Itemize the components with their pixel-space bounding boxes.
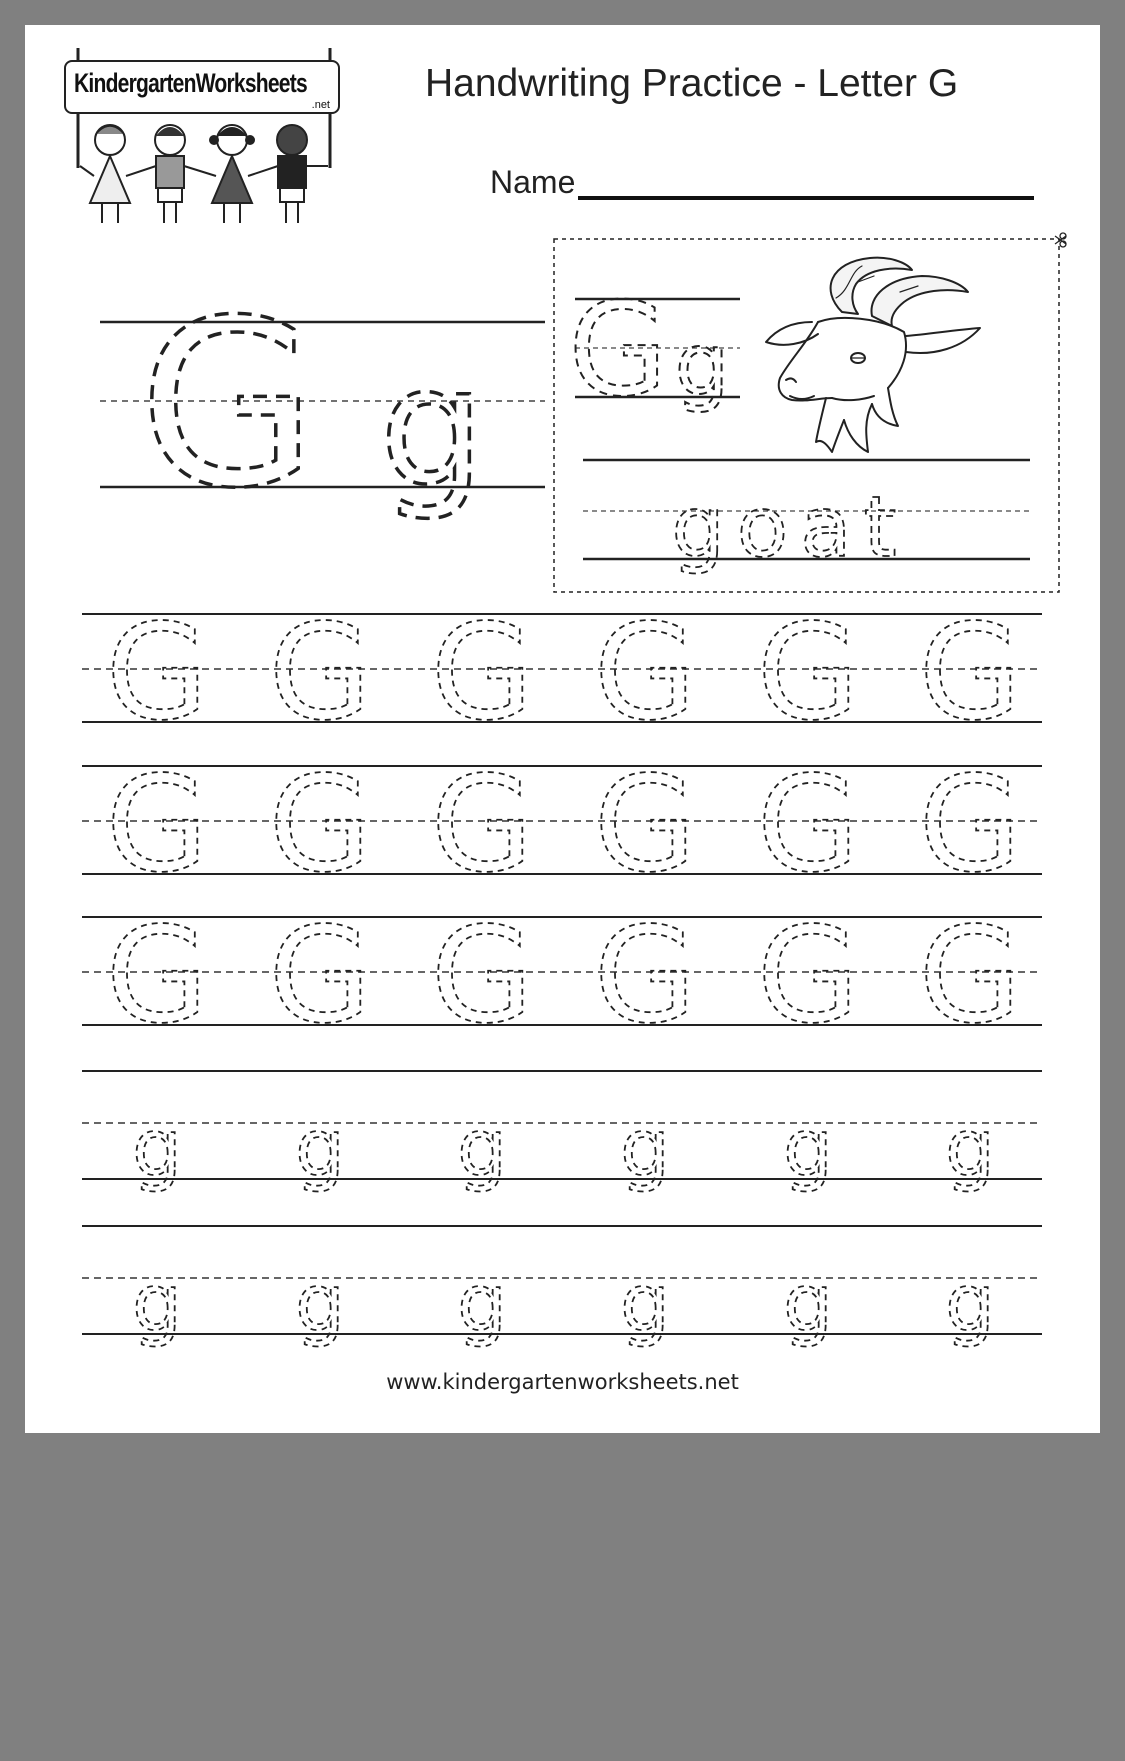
logo-subtext: .net (311, 99, 330, 111)
practice-letter: G (105, 596, 209, 750)
practice-letter: G (756, 899, 860, 1053)
logo-text: KindergartenWorksheets (74, 68, 307, 98)
practice-letter: g (457, 1259, 507, 1349)
practice-letter: G (918, 596, 1022, 750)
card-word: goat (671, 478, 909, 576)
practice-letter: G (593, 596, 697, 750)
footer-url: www.kindergartenworksheets.net (386, 1370, 739, 1394)
practice-rows (82, 596, 1042, 1349)
practice-letter: g (132, 1259, 182, 1349)
practice-letter: G (105, 899, 209, 1053)
example-upper-letter: G (138, 272, 318, 539)
practice-letter: g (783, 1104, 833, 1194)
goat-head-icon (766, 258, 980, 452)
name-label: Name (490, 164, 576, 200)
practice-letter: G (756, 748, 860, 902)
scissors-icon (1055, 233, 1066, 247)
practice-letter: G (430, 899, 534, 1053)
practice-letter: G (268, 748, 372, 902)
card-upper-letter: G (568, 276, 668, 425)
practice-letter: g (945, 1259, 995, 1349)
practice-letter: G (105, 748, 209, 902)
practice-letter: g (295, 1259, 345, 1349)
practice-letter: G (430, 748, 534, 902)
practice-letter: g (620, 1259, 670, 1349)
practice-letter: g (783, 1259, 833, 1349)
practice-letter: g (945, 1104, 995, 1194)
practice-letter: g (620, 1104, 670, 1194)
practice-letter: G (918, 899, 1022, 1053)
practice-letter: G (593, 748, 697, 902)
example-lower-letter: g (379, 331, 485, 523)
practice-letter: G (918, 748, 1022, 902)
practice-letter: G (756, 596, 860, 750)
card-lower-letter: g (674, 315, 730, 415)
practice-letter: G (268, 899, 372, 1053)
practice-letter: G (593, 899, 697, 1053)
page-title: Handwriting Practice - Letter G (425, 62, 959, 105)
practice-letter: G (430, 596, 534, 750)
practice-letter: g (457, 1104, 507, 1194)
practice-letter: G (268, 596, 372, 750)
practice-letter: g (295, 1104, 345, 1194)
practice-letter: g (132, 1104, 182, 1194)
